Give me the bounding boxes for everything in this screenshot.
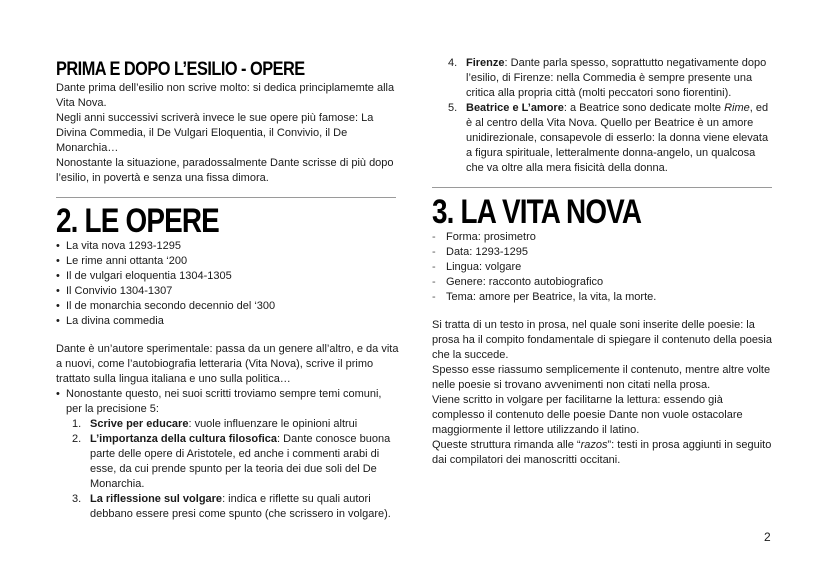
list-item: • Il Convivio 1304-1307 bbox=[56, 284, 400, 299]
list-item: • La vita nova 1293-1295 bbox=[56, 239, 400, 254]
title-prima-dopo-esilio: PRIMA E DOPO L’ESILIO - OPERE bbox=[56, 59, 305, 80]
theme-text: : Dante parla spesso, soprattutto negativamente dopo l’esilio, di Firenze: nella Commedia è sempre presente una critica alla propria città (molti peccatori sono fiorentini). bbox=[466, 57, 767, 99]
theme-text: : a Beatrice sono dedicate molte bbox=[563, 102, 725, 114]
vita-p4-italic: razos bbox=[580, 439, 608, 451]
theme-item-4 bbox=[432, 56, 776, 101]
theme-item-3 bbox=[56, 492, 400, 522]
vita-p3: Viene scritto in volgare per facilitarne la lettura: essendo già complesso il contenuto delle poesie Dante non vuole ostacolare maggiormente il lettore utilizzando il latino. bbox=[432, 394, 743, 436]
theme-text: : indica e riflette su quali autori debbano essere presi come spunto (che scrissero in volgare). bbox=[90, 493, 391, 520]
theme-text: : vuole influenzare le opinioni altrui bbox=[188, 418, 358, 430]
prima-p3: Nonostante la situazione, paradossalmente Dante scrisse di più dopo l’esilio, in povertà e senza una fissa dimora. bbox=[56, 157, 394, 184]
theme-text: , ed è al centro della Vita Nova. Quello per Beatrice è un amore unidirezionale, consapevole di esserlo: la donna viene elevata a figura spirituale, letteralmente donna-angelo, un qualcosa che va oltre alla mera fisicità della donna. bbox=[466, 102, 769, 174]
theme-bold: Scrive per educare bbox=[90, 418, 189, 430]
list-item: • Il de monarchia secondo decennio del ‘300 bbox=[56, 299, 400, 314]
theme-bold: Firenze bbox=[466, 57, 505, 69]
fact-item: - Tema: amore per Beatrice, la vita, la morte. bbox=[432, 290, 776, 305]
vita-p4-text: ”: testi in prosa aggiunti in seguito dai compilatori dei manoscritti occitani. bbox=[432, 439, 772, 466]
vita-body bbox=[432, 318, 776, 468]
themes-intro: • Nonostante questo, nei suoi scritti troviamo sempre temi comuni, per la precisione 5: bbox=[56, 387, 400, 417]
theme-bold: La riflessione sul volgare bbox=[90, 493, 223, 505]
list-item: • Le rime anni ottanta ‘200 bbox=[56, 254, 400, 269]
themes-right bbox=[432, 56, 776, 176]
prima-p2: Negli anni successivi scriverà invece le sue opere più famose: La Divina Commedia, il De Vulgari Eloquentia, il Convivio, il De Monarchia… bbox=[56, 112, 374, 154]
list-item: • Il de vulgari eloquentia 1304-1305 bbox=[56, 269, 400, 284]
theme-bold: L’importanza della cultura filosofica bbox=[90, 433, 278, 445]
vita-p2: Spesso esse riassumo semplicemente il contenuto, mentre altre volte nelle poesie si trovano avvenimenti non citati nella prosa. bbox=[432, 364, 771, 391]
prima-p1: Dante prima dell’esilio non scrive molto: si dedica principlamemte alla Vita Nova. bbox=[56, 82, 395, 109]
theme-number: 5. bbox=[448, 102, 458, 114]
vita-facts bbox=[432, 230, 776, 305]
divider-right bbox=[432, 187, 772, 188]
opere-list bbox=[56, 239, 400, 329]
theme-text: : Dante conosce buona parte delle opere di Aristotele, ed anche i commenti arabi di esse, da cui prende spunto per la teoria dei due soli del De Monarchia. bbox=[90, 433, 391, 490]
opere-intro: Dante è un’autore sperimentale: passa da un genere all’altro, e da vita a nuovi, come l’autobiografia letteraria (Vita Nova), scrive il primo trattato sulla lingua italiana e uno sulla politica… bbox=[56, 343, 399, 385]
title-le-opere: 2. LE OPERE bbox=[56, 202, 219, 240]
fact-item: - Forma: prosimetro bbox=[432, 230, 776, 245]
theme-item-1 bbox=[56, 417, 400, 432]
vita-p4 bbox=[432, 438, 776, 468]
fact-item: - Data: 1293-1295 bbox=[432, 245, 776, 260]
theme-item-2 bbox=[56, 432, 400, 492]
theme-item-5 bbox=[432, 101, 776, 176]
fact-item: - Lingua: volgare bbox=[432, 260, 776, 275]
theme-italic: Rime bbox=[724, 102, 750, 114]
theme-number: 4. bbox=[448, 57, 458, 69]
opere-body bbox=[56, 342, 400, 522]
theme-number: 2. bbox=[72, 433, 82, 445]
prima-paragraphs bbox=[56, 81, 400, 186]
title-vita-nova: 3. LA VITA NOVA bbox=[432, 193, 642, 231]
fact-item: - Genere: racconto autobiografico bbox=[432, 275, 776, 290]
divider-left bbox=[56, 197, 396, 198]
themes-intro-list bbox=[56, 387, 400, 417]
theme-number: 3. bbox=[72, 493, 82, 505]
vita-p4-text: Queste struttura rimanda alle “ bbox=[432, 439, 581, 451]
list-item: • La divina commedia bbox=[56, 314, 400, 329]
page-number: 2 bbox=[764, 530, 771, 544]
vita-p1: Si tratta di un testo in prosa, nel quale soni inserite delle poesie: la prosa ha il compito fondamentale di spiegare il contenuto della poesia che la succede. bbox=[432, 319, 772, 361]
theme-number: 1. bbox=[72, 418, 82, 430]
theme-bold: Beatrice e L’amore bbox=[466, 102, 564, 114]
